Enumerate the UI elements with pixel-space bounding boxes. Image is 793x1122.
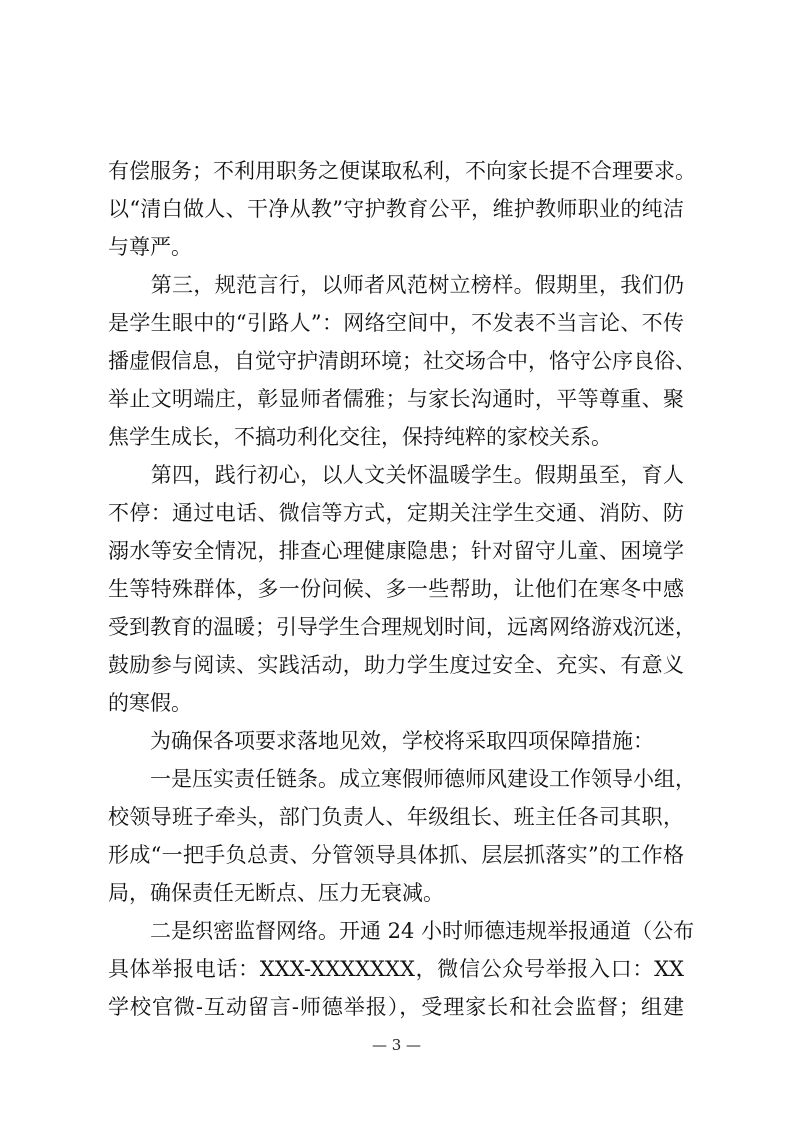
text-line: 第三，规范言行，以师者风范树立榜样。假期里，我们仍 [108,273,684,297]
text-line: 有偿服务；不利用职务之便谋取私利，不向家长提不合理要求。 [108,159,696,183]
text-line: 举止文明端庄，彰显师者儒雅；与家长沟通时，平等尊重、聚 [108,387,684,411]
text-line: 二是织密监督网络。开通 24 小时师德违规举报通道（公布 [108,919,695,943]
text-line: 局，确保责任无断点、压力无衰减。 [108,881,444,905]
text-line: 具体举报电话：XXX-XXXXXXX，微信公众号举报入口：XX [108,957,684,981]
text-line: 为确保各项要求落地见效，学校将采取四项保障措施： [108,729,654,753]
text-line: 校领导班子牵头，部门负责人、年级组长、班主任各司其职， [108,805,684,829]
text-line: 播虚假信息，自觉守护清朗环境；社交场合中，恪守公序良俗、 [108,349,696,373]
text-line: 以“清白做人、干净从教”守护教育公平，维护教师职业的纯洁 [108,197,684,221]
text-line: 生等特殊群体，多一份问候、多一些帮助，让他们在寒冬中感 [108,577,684,601]
text-line: 的寒假。 [108,691,192,715]
text-line: 不停：通过电话、微信等方式，定期关注学生交通、消防、防 [108,501,684,525]
text-line: 鼓励参与阅读、实践活动，助力学生度过安全、充实、有意义 [108,653,684,677]
text-line: 与尊严。 [108,235,192,259]
text-line: 焦学生成长，不搞功利化交往，保持纯粹的家校关系。 [108,425,612,449]
text-line: 形成“一把手负总责、分管领导具体抓、层层抓落实”的工作格 [108,843,684,867]
text-line: 溺水等安全情况，排查心理健康隐患；针对留守儿童、困境学 [108,539,684,563]
text-line: 受到教育的温暖；引导学生合理规划时间，远离网络游戏沉迷， [108,615,696,639]
text-line: 一是压实责任链条。成立寒假师德师风建设工作领导小组， [108,767,696,791]
text-line: 是学生眼中的“引路人”：网络空间中，不发表不当言论、不传 [108,311,684,335]
page-number: — 3 — [371,1036,422,1054]
text-line: 第四，践行初心，以人文关怀温暖学生。假期虽至，育人 [108,463,684,487]
text-line: 学校官微-互动留言-师德举报），受理家长和社会监督；组建 [108,995,684,1019]
document-body [108,152,696,1026]
